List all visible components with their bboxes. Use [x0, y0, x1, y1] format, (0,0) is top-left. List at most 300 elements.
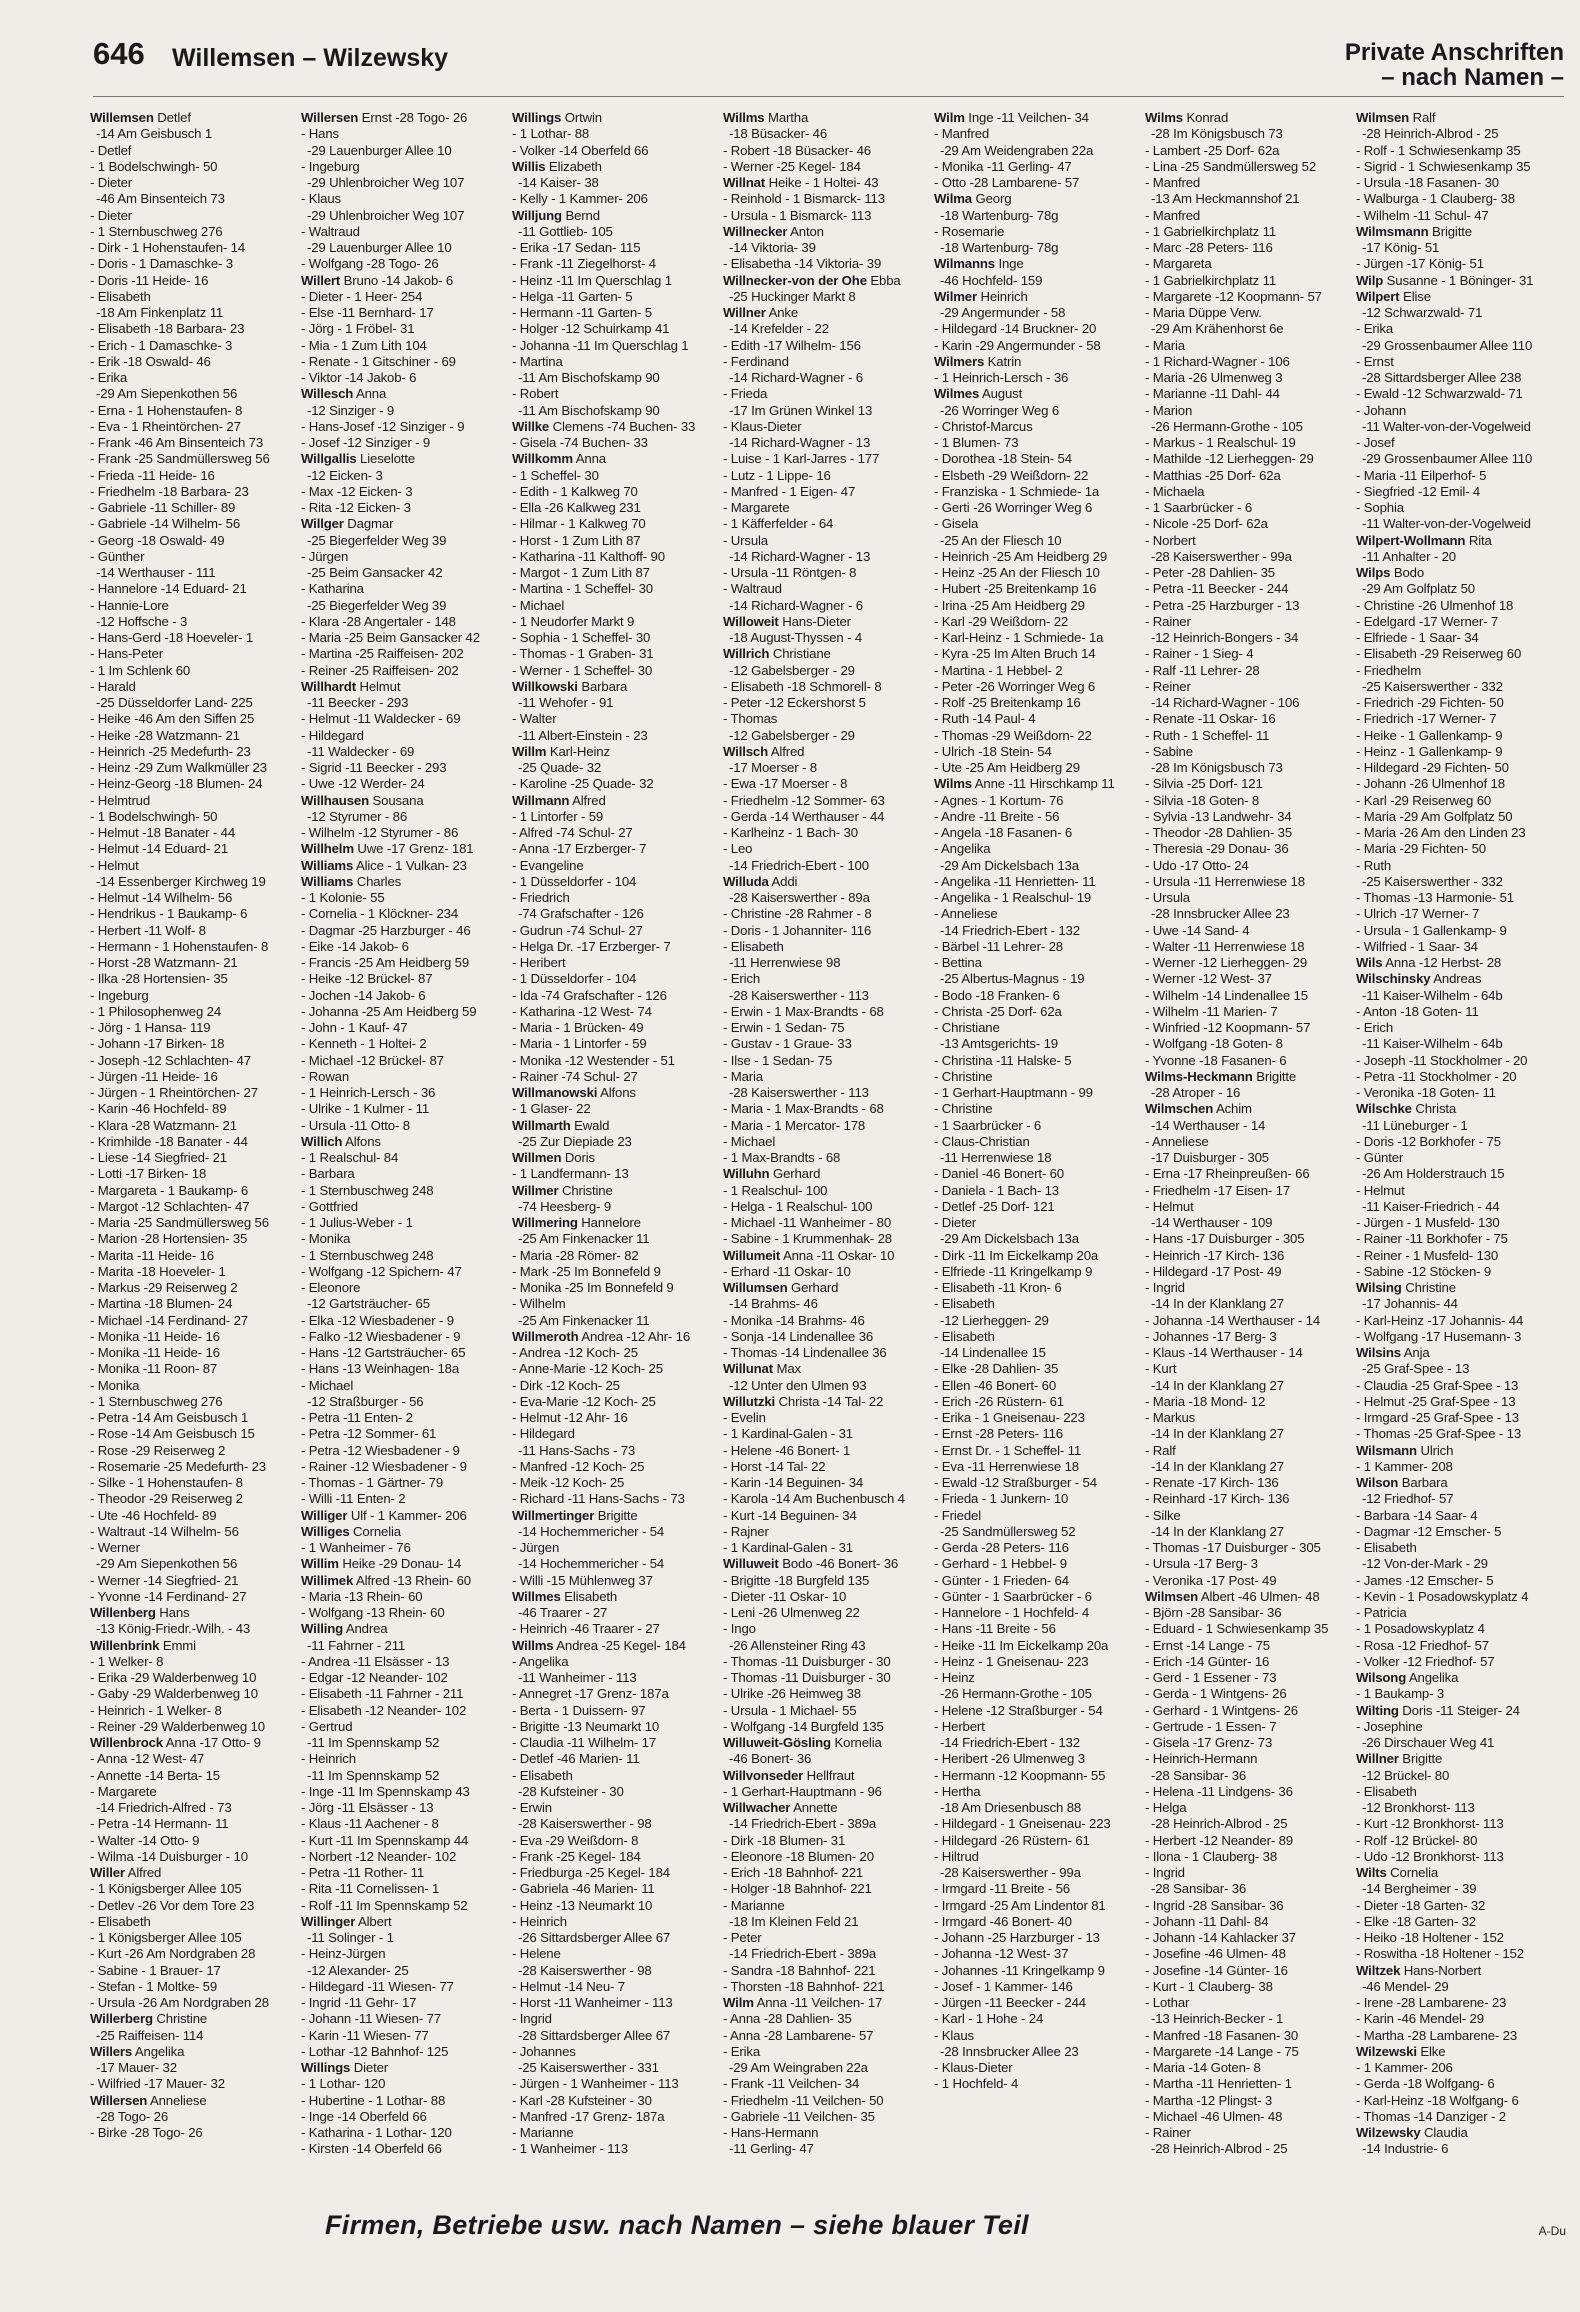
directory-entry: Wilma Georg	[934, 191, 1012, 207]
directory-entry: -11 Walter-von-der-Vogelweid	[1362, 418, 1531, 434]
directory-entry: - Hans -17 Duisburger - 305	[1145, 1231, 1305, 1247]
directory-entry: - Ingrid	[1145, 1865, 1185, 1880]
directory-entry: - Kurt -11 Im Spennskamp 44	[301, 1832, 469, 1848]
directory-entry: - Daniela - 1 Bach- 13	[934, 1182, 1059, 1198]
directory-entry: - Frieda -11 Heide- 16	[90, 467, 215, 483]
directory-entry: - Heike -12 Brückel- 87	[301, 971, 433, 987]
directory-entry: - Sophia - 1 Scheffel- 30	[512, 630, 651, 645]
directory-entry: - Hans -13 Weinhagen- 18a	[301, 1361, 460, 1377]
directory-entry: - Viktor -14 Jakob- 6	[301, 370, 417, 385]
directory-entry: - Sylvia -13 Landwehr- 34	[1145, 808, 1292, 824]
directory-entry: -29 Lauenburger Allee 10	[307, 142, 452, 158]
surname: Willings	[301, 2060, 351, 2075]
directory-entry: -11 Herrenwiese 18	[940, 1150, 1052, 1165]
directory-entry: - Ilse - 1 Sedan- 75	[723, 1052, 833, 1068]
directory-entry: - Martha -28 Lambarene- 23	[1356, 2027, 1518, 2043]
directory-entry: - Petra -11 Enten- 2	[301, 1410, 413, 1425]
directory-entry: - Michael	[512, 597, 565, 613]
directory-entry: -28 Kaiserswerther - 99a	[1151, 548, 1292, 564]
surname: Wilm	[723, 1995, 754, 2010]
directory-entry: - Anne-Marie -12 Koch- 25	[512, 1361, 663, 1377]
directory-entry: - 1 Welker- 8	[90, 1653, 164, 1669]
directory-entry: - Thomas	[723, 711, 778, 727]
directory-entry: - Karl -29 Weißdorn- 22	[934, 613, 1069, 629]
directory-entry: - Heike -11 Im Eickelkamp 20a	[934, 1637, 1109, 1653]
directory-entry: - Katharina	[301, 581, 364, 597]
directory-entry: -14 In der Klanklang 27	[1151, 1523, 1284, 1539]
directory-entry: - Monika -11 Roon- 87	[90, 1361, 218, 1377]
directory-entry: - Renate - 1 Gitschiner - 69	[301, 353, 456, 369]
directory-entry: - Claudia -11 Wilhelm- 17	[512, 1735, 657, 1750]
directory-entry: Willenbrock Anna -17 Otto- 9	[90, 1735, 261, 1750]
directory-entry: - Werner -14 Siegfried- 21	[90, 1572, 239, 1588]
directory-entry: Wilpert-Wollmann Rita	[1356, 532, 1492, 548]
directory-entry: - Friedhelm	[1356, 662, 1422, 678]
directory-entry: - Dieter -11 Oskar- 10	[723, 1588, 847, 1604]
directory-entry: - Meik -12 Koch- 25	[512, 1475, 625, 1490]
directory-entry: - Ella -26 Kalkweg 231	[512, 500, 641, 515]
directory-entry: - Klaus-Dieter	[934, 2060, 1013, 2075]
directory-entry: - Kirsten -14 Oberfeld 66	[301, 2141, 442, 2157]
directory-entry: - Josef -12 Sinziger - 9	[301, 435, 431, 450]
surname: Wilmsen	[1145, 1588, 1199, 1604]
directory-entry: -17 Moerser - 8	[729, 760, 817, 775]
directory-entry: - 1 Wanheimer - 76	[301, 1540, 411, 1555]
surname: Williger	[301, 1507, 348, 1523]
directory-entry: - Elke -18 Garten- 32	[1356, 1913, 1476, 1929]
directory-entry: - 1 Saarbrücker - 6	[1145, 500, 1253, 515]
directory-entry: - Monika -11 Heide- 16	[90, 1345, 220, 1360]
directory-entry: - Andre -11 Breite - 56	[934, 808, 1060, 824]
directory-entry: -14 Friedrich-Ebert - 100	[729, 857, 869, 873]
surname: Wilzewsky	[1356, 2125, 1421, 2140]
directory-entry: - Ingrid -11 Gehr- 17	[301, 1995, 417, 2010]
directory-entry: - Karl - 1 Hohe - 24	[934, 2011, 1044, 2027]
directory-entry: - 1 Bodelschwingh- 50	[90, 808, 218, 824]
directory-entry: -11 Am Bischofskamp 90	[518, 370, 660, 385]
directory-entry: Willim Heike -29 Donau- 14	[301, 1556, 462, 1572]
directory-entry: - Petra -11 Beecker - 244	[1145, 581, 1289, 597]
directory-entry: - Helene	[512, 1946, 561, 1962]
surname: Wilps	[1356, 565, 1391, 580]
directory-entry: -12 Gabelsberger - 29	[729, 727, 855, 743]
directory-entry: - Maria - 1 Brücken- 49	[512, 1020, 644, 1035]
directory-entry: Willhausen Sousana	[301, 792, 424, 808]
directory-entry: - Christine -28 Rahmer - 8	[723, 906, 872, 922]
directory-entry: - Günther	[90, 548, 145, 564]
directory-entry: - 1 Realschul- 100	[723, 1182, 828, 1198]
directory-entry: - Angelika -11 Henrietten- 11	[934, 873, 1096, 889]
directory-entry: - Erwin - 1 Sedan- 75	[723, 1020, 845, 1035]
directory-entry: - Uwe -12 Werder- 24	[301, 776, 425, 792]
directory-entry: - 1 Max-Brandts - 68	[723, 1150, 841, 1165]
directory-entry: - Josefine -14 Günter- 16	[1145, 1962, 1288, 1978]
directory-entry: - Angelika - 1 Realschul- 19	[934, 890, 1092, 905]
directory-entry: -18 Am Finkenplatz 11	[96, 305, 224, 320]
directory-entry: Wilmsen Albert -46 Ulmen- 48	[1145, 1588, 1320, 1604]
directory-entry: -25 Graf-Spee - 13	[1362, 1361, 1470, 1377]
surname: Willnecker-von der Ohe	[723, 272, 867, 288]
directory-entry: - Hans-Gerd -18 Hoeveler- 1	[90, 630, 254, 645]
directory-entry: - 1 Gerhart-Hauptmann - 99	[934, 1085, 1093, 1100]
directory-entry: - Petra -12 Sommer- 61	[301, 1426, 437, 1442]
directory-entry: -17 König- 51	[1362, 240, 1440, 255]
directory-entry: - Hubert -25 Breitenkamp 16	[934, 581, 1097, 597]
directory-entry: - Kurt	[1145, 1361, 1177, 1377]
directory-entry: - Ursula - 1 Bismarck- 113	[723, 207, 872, 223]
directory-entry: - Margarete -14 Lange - 75	[1145, 2043, 1299, 2059]
directory-entry: - Hermann - 1 Hohenstaufen- 8	[90, 938, 269, 954]
surname: Willmann	[512, 792, 570, 808]
directory-entry: - Hans-Hermann	[723, 2125, 819, 2140]
directory-entry: - Lothar -12 Bahnhof- 125	[301, 2043, 449, 2059]
directory-entry: -26 Allensteiner Ring 43	[729, 1637, 866, 1653]
directory-entry: - Klara -28 Watzmann- 21	[90, 1117, 237, 1133]
directory-entry: - Heinz	[934, 1670, 975, 1685]
directory-entry: -14 Richard-Wagner - 6	[729, 597, 863, 613]
directory-entry: - 1 Im Schlenk 60	[90, 662, 191, 678]
directory-entry: -28 Heinrich-Albrod - 25	[1362, 126, 1499, 142]
directory-entry: - Nicole -25 Dorf- 62a	[1145, 516, 1268, 532]
surname: Willersen	[301, 110, 359, 125]
directory-entry: - Roswitha -18 Holtener - 152	[1356, 1946, 1524, 1962]
directory-column-4	[723, 110, 933, 2190]
directory-entry: Willgallis Lieselotte	[301, 451, 416, 467]
directory-entry: - Petra -11 Rother- 11	[301, 1865, 425, 1880]
directory-entry: - 1 Landfermann- 13	[512, 1166, 629, 1182]
directory-entry: - Elisabeth	[90, 1913, 151, 1929]
directory-entry: - Wolfgang -12 Spichern- 47	[301, 1263, 462, 1279]
directory-entry: - Doris - 1 Johanniter- 116	[723, 922, 872, 938]
directory-entry: - Hannelore -14 Eduard- 21	[90, 581, 247, 597]
directory-entry: -14 In der Klanklang 27	[1151, 1426, 1284, 1442]
directory-entry: - Holger -18 Bahnhof- 221	[723, 1881, 872, 1897]
directory-entry: - Silke - 1 Hohenstaufen- 8	[90, 1475, 243, 1490]
directory-entry: - Willi -11 Enten- 2	[301, 1491, 406, 1507]
directory-entry: - Frank -25 Sandmüllersweg 56	[90, 451, 270, 467]
directory-entry: - Ewald -12 Straßburger - 54	[934, 1475, 1097, 1490]
surname: Willersen	[90, 2092, 148, 2108]
directory-entry: - Klaus-Dieter	[723, 418, 802, 434]
directory-column-1	[90, 110, 300, 2190]
surname: Willhelm	[301, 841, 354, 857]
directory-entry: - Josephine	[1356, 1718, 1423, 1734]
directory-entry: -17 Johannis- 44	[1362, 1296, 1458, 1312]
directory-entry: -46 Bonert- 36	[729, 1751, 812, 1767]
directory-entry: - Josefine -46 Ulmen- 48	[1145, 1946, 1286, 1962]
directory-entry: - Kyra -25 Im Alten Bruch 14	[934, 646, 1096, 662]
directory-entry: - Margarete	[723, 500, 790, 515]
surname: Wilzewski	[1356, 2043, 1417, 2059]
directory-entry: - 1 Lothar- 88	[512, 126, 590, 142]
directory-entry: - Margot -12 Schlachten- 47	[90, 1198, 250, 1214]
directory-entry: - Ewa -17 Moerser - 8	[723, 776, 848, 792]
directory-entry: - Monika -11 Gerling- 47	[934, 158, 1072, 174]
surname: Williges	[301, 1523, 350, 1539]
directory-entry: -14 Essenberger Kirchweg 19	[96, 873, 266, 889]
directory-entry: -14 Friedrich-Ebert - 132	[940, 1735, 1080, 1750]
directory-entry: - Jürgen -17 König- 51	[1356, 256, 1484, 272]
directory-entry: -12 Straßburger - 56	[307, 1393, 424, 1409]
directory-entry: - Martina - 1 Hebbel- 2	[934, 662, 1063, 678]
directory-entry: - Maria - 1 Mercator- 178	[723, 1117, 866, 1133]
directory-entry: -14 Friedrich-Ebert - 389a	[729, 1946, 877, 1962]
directory-entry: - Ralf	[1145, 1442, 1176, 1458]
directory-entry: Willger Dagmar	[301, 516, 394, 532]
directory-entry: - Helmut -14 Wilhelm- 56	[90, 890, 233, 905]
directory-entry: - Heinrich	[301, 1751, 356, 1767]
surname: Wilmanns	[934, 256, 995, 272]
directory-entry: Wilting Doris -11 Steiger- 24	[1356, 1702, 1520, 1718]
directory-entry: - 1 Neudorfer Markt 9	[512, 613, 635, 629]
directory-entry: - Heike - 1 Gallenkamp- 9	[1356, 727, 1503, 743]
directory-entry: -29 Angermunder - 58	[940, 305, 1066, 320]
directory-entry: - Elisabeth	[934, 1328, 995, 1344]
surname: Wilpert-Wollmann	[1356, 532, 1466, 548]
directory-entry: - Friedrich -17 Werner- 7	[1356, 711, 1497, 727]
directory-entry: - Renate -17 Kirch- 136	[1145, 1475, 1279, 1490]
directory-entry: - Thomas -13 Harmonie- 51	[1356, 890, 1514, 905]
directory-entry: - Sabine	[1145, 743, 1193, 759]
surname: Willsch	[723, 743, 768, 759]
directory-entry: -14 Hochemmericher - 54	[518, 1523, 665, 1539]
directory-entry: - Marion	[1145, 402, 1193, 418]
surname: Willinger	[301, 1913, 356, 1929]
directory-entry: -11 Am Bischofskamp 90	[518, 402, 660, 418]
surname: Willim	[301, 1556, 339, 1572]
directory-entry: - Heike -28 Watzmann- 21	[90, 727, 240, 743]
surname: Wilma	[934, 191, 972, 207]
surname: Willings	[512, 110, 562, 125]
directory-entry: - 1 Saarbrücker - 6	[934, 1117, 1042, 1133]
surname: Willner	[1356, 1751, 1399, 1767]
directory-entry: -18 Wartenburg- 78g	[940, 240, 1059, 255]
directory-entry: -25 Kaiserswerther - 331	[518, 2060, 659, 2075]
directory-entry: Willis Elizabeth	[512, 158, 602, 174]
directory-entry: -12 Sinziger - 9	[307, 402, 395, 418]
directory-entry: - Wolfgang -18 Goten- 8	[1145, 1036, 1283, 1052]
directory-entry: - Ilona - 1 Clauberg- 38	[1145, 1848, 1278, 1864]
directory-entry: -29 Am Dickelsbach 13a	[940, 857, 1079, 873]
directory-entry: - 1 Gabrielkirchplatz 11	[1145, 272, 1277, 288]
directory-entry: - Gabriele -11 Veilchen- 35	[723, 2108, 875, 2124]
directory-entry: - Helmut -25 Graf-Spee - 13	[1356, 1393, 1516, 1409]
directory-entry: - Wilhelm	[512, 1296, 566, 1312]
directory-entry: -29 Am Siepenkothen 56	[96, 1556, 238, 1572]
directory-entry: - Gustav - 1 Graue- 33	[723, 1036, 852, 1052]
surname: Willrich	[723, 646, 770, 662]
directory-entry: -25 Huckinger Markt 8	[729, 288, 856, 304]
surname: Wilmsmann	[1356, 223, 1429, 239]
directory-entry: - Walter	[512, 711, 557, 727]
directory-entry: - Gerda -28 Peters- 116	[934, 1540, 1069, 1555]
directory-entry: - Ute -46 Hochfeld- 89	[90, 1507, 217, 1523]
directory-entry: - Hertha	[934, 1783, 981, 1799]
directory-entry: Willnecker-von der Ohe Ebba	[723, 272, 901, 288]
directory-entry: Willnecker Anton	[723, 223, 824, 239]
directory-entry: - Maria -25 Beim Gansacker 42	[301, 630, 480, 645]
directory-entry: -46 Am Binsenteich 73	[96, 191, 225, 207]
directory-entry: - Elisabetha -14 Viktoria- 39	[723, 256, 882, 272]
directory-entry: - Peter	[723, 1930, 762, 1945]
directory-entry: - Ingrid	[1145, 1280, 1185, 1295]
directory-entry: - Brigitte -13 Neumarkt 10	[512, 1718, 660, 1734]
directory-entry: Willkowski Barbara	[512, 678, 628, 694]
surname: Willenbrink	[90, 1637, 160, 1653]
directory-entry: Willich Alfons	[301, 1133, 381, 1149]
directory-entry: -12 Eicken- 3	[307, 467, 383, 483]
directory-entry: - Anneliese	[1145, 1133, 1209, 1149]
directory-entry: Willke Clemens -74 Buchen- 33	[512, 418, 696, 434]
directory-entry: - Helmut -12 Ahr- 16	[512, 1410, 628, 1425]
directory-entry: - Irina -25 Am Heidberg 29	[934, 597, 1085, 613]
directory-entry: - Herbert -11 Wolf- 8	[90, 922, 206, 938]
directory-entry: Willimek Alfred -13 Rhein- 60	[301, 1572, 471, 1588]
directory-entry: - Joseph -11 Stockholmer - 20	[1356, 1052, 1528, 1068]
directory-entry: - Wolfgang -28 Togo- 26	[301, 256, 439, 272]
directory-entry: - James -12 Emscher- 5	[1356, 1572, 1494, 1588]
directory-entry: - Karin -14 Beguinen- 34	[723, 1475, 864, 1490]
directory-entry: Willms Andrea -25 Kegel- 184	[512, 1637, 686, 1653]
directory-entry: Willoweit Hans-Dieter	[723, 613, 851, 629]
directory-entry: -17 Duisburger - 305	[1151, 1150, 1269, 1165]
directory-entry: - Hildegard - 1 Gneisenau- 223	[934, 1816, 1111, 1832]
directory-entry: - Eleonore -18 Blumen- 20	[723, 1848, 874, 1864]
directory-entry: - Margot - 1 Zum Lith 87	[512, 565, 650, 580]
directory-entry: -29 Am Krähenhorst 6e	[1151, 321, 1284, 337]
directory-entry: Williams Alice - 1 Vulkan- 23	[301, 857, 467, 873]
directory-entry: Willmeroth Andrea -12 Ahr- 16	[512, 1328, 691, 1344]
directory-entry: - Dieter	[90, 175, 133, 190]
directory-entry: - Gerd - 1 Essener - 73	[1145, 1670, 1277, 1685]
directory-entry: - 1 Wanheimer - 113	[512, 2141, 628, 2157]
directory-entry: - Elfriede -11 Kringelkamp 9	[934, 1263, 1093, 1279]
directory-entry: Wilts Cornelia	[1356, 1865, 1439, 1880]
surname: Wilp	[1356, 272, 1384, 288]
directory-entry: - Björn -28 Sansibar- 36	[1145, 1605, 1282, 1620]
directory-entry: -11 Gottlieb- 105	[518, 223, 613, 239]
directory-entry: Wilmsmann Brigitte	[1356, 223, 1472, 239]
directory-entry: - Sabine -12 Stöcken- 9	[1356, 1263, 1492, 1279]
directory-entry: - Ingeburg	[90, 987, 149, 1003]
directory-entry: - Friedhelm -12 Sommer- 63	[723, 792, 885, 808]
directory-entry: - Max -12 Eicken- 3	[301, 483, 413, 499]
directory-entry: - Bettina	[934, 955, 982, 970]
directory-entry: - Katharina -11 Kalthoff- 90	[512, 548, 665, 564]
directory-entry: - Ursula -11 Otto- 8	[301, 1117, 410, 1133]
directory-entry: - Johann	[1356, 402, 1407, 418]
directory-entry: - Elisabeth -29 Reiserweg 60	[1356, 646, 1522, 662]
directory-entry: -14 Friedrich-Alfred - 73	[96, 1800, 232, 1815]
directory-entry: - Bärbel -11 Lehrer- 28	[934, 938, 1063, 954]
directory-entry: - Thomas - 1 Gärtner- 79	[301, 1475, 444, 1490]
surname: Willm	[512, 743, 547, 759]
surname: Wilmes	[934, 386, 980, 402]
directory-entry: - Ursula	[1145, 890, 1190, 905]
directory-entry: - Gerda - 1 Wintgens- 26	[1145, 1686, 1287, 1702]
directory-entry: - Helene -12 Straßburger - 54	[934, 1702, 1103, 1718]
directory-entry: - Wilhelm -12 Styrumer - 86	[301, 825, 459, 840]
directory-entry: - Maria -25 Sandmüllersweg 56	[90, 1215, 269, 1230]
directory-entry: -14 Am Geisbusch 1	[96, 126, 213, 142]
directory-entry: - Eva-Marie -12 Koch- 25	[512, 1393, 656, 1409]
directory-entry: - Hildegard	[301, 727, 364, 743]
directory-entry: -12 Gabelsberger - 29	[729, 662, 855, 678]
directory-entry: - Friedrich	[512, 890, 570, 905]
directory-entry: - Mathilde -12 Lierheggen- 29	[1145, 451, 1314, 467]
directory-entry: - Elisabeth -12 Neander- 102	[301, 1702, 467, 1718]
directory-entry: - Heinz-Jürgen	[301, 1946, 386, 1962]
directory-entry: - Doris -11 Heide- 16	[90, 272, 209, 288]
directory-entry: Wilms Konrad	[1145, 110, 1229, 125]
directory-entry: - Sabine - 1 Krummenhak- 28	[723, 1231, 892, 1247]
directory-entry: -14 Werthauser - 111	[96, 565, 216, 580]
surname: Willenbrock	[90, 1735, 163, 1750]
surname: Williams	[301, 857, 354, 873]
directory-entry: - Ernst -28 Peters- 116	[934, 1426, 1063, 1442]
directory-entry: - Ursula - 1 Gallenkamp- 9	[1356, 922, 1507, 938]
directory-entry: Willenberg Hans	[90, 1605, 190, 1620]
directory-entry: - Eduard - 1 Schwiesenkamp 35	[1145, 1621, 1329, 1637]
directory-entry: - Gabriele -11 Schiller- 89	[90, 500, 236, 515]
directory-entry: - Detlef	[90, 142, 132, 158]
directory-entry: -14 In der Klanklang 27	[1151, 1458, 1284, 1474]
directory-entry: - Rita -12 Eicken- 3	[301, 500, 411, 515]
directory-entry: Willmarth Ewald	[512, 1117, 610, 1133]
surname: Willimek	[301, 1572, 354, 1588]
directory-entry: -74 Grafschafter - 126	[518, 906, 644, 922]
directory-entry: -28 Kaiserswerther - 99a	[940, 1865, 1081, 1880]
directory-entry: - Martha -11 Henrietten- 1	[1145, 2076, 1292, 2092]
directory-entry: - Michael	[723, 1133, 776, 1149]
surname: Willhardt	[301, 678, 356, 694]
directory-entry: -14 In der Klanklang 27	[1151, 1296, 1284, 1312]
directory-entry: - Werner	[90, 1540, 140, 1555]
directory-entry: - Jürgen - 1 Musfeld- 130	[1356, 1215, 1500, 1230]
directory-entry: - Edith - 1 Kalkweg 70	[512, 483, 638, 499]
directory-entry: - Johanna -14 Werthauser - 14	[1145, 1312, 1321, 1328]
directory-entry: - Helmtrud	[90, 792, 151, 808]
directory-entry: - Werner - 1 Scheffel- 30	[512, 662, 653, 678]
directory-entry: Willutzki Christa -14 Tal- 22	[723, 1393, 884, 1409]
surname: Willjung	[512, 207, 562, 223]
directory-entry: Willert Bruno -14 Jakob- 6	[301, 272, 454, 288]
directory-entry: - Leo	[723, 841, 753, 857]
directory-entry: - Johanna -12 West- 37	[934, 1946, 1069, 1962]
directory-entry: - 1 Blumen- 73	[934, 435, 1019, 450]
directory-entry: - Friedrich -29 Fichten- 50	[1356, 695, 1504, 710]
directory-entry: - Maria Düppe Verw.	[1145, 305, 1262, 320]
directory-entry: - Erna - 1 Hohenstaufen- 8	[90, 402, 243, 418]
directory-entry: - Elisabeth	[90, 288, 151, 304]
surname: Willms	[512, 1637, 554, 1653]
surname: Wilting	[1356, 1702, 1399, 1718]
directory-entry: - Maria - 1 Lintorfer - 59	[512, 1036, 647, 1052]
directory-entry: - Siegfried -12 Emil- 4	[1356, 483, 1481, 499]
directory-entry: - Theresia -29 Donau- 36	[1145, 841, 1289, 857]
directory-entry: -29 Am Dickelsbach 13a	[940, 1231, 1079, 1247]
directory-entry: Williges Cornelia	[301, 1523, 401, 1539]
directory-entry: - Erich	[723, 971, 761, 987]
directory-entry: -25 Raiffeisen- 114	[96, 2027, 204, 2043]
surname: Willnat	[723, 175, 766, 190]
directory-entry: -26 Hermann-Grothe - 105	[1151, 418, 1303, 434]
directory-entry: Willersen Ernst -28 Togo- 26	[301, 110, 468, 125]
directory-entry: Willumeit Anna -11 Oskar- 10	[723, 1247, 895, 1263]
directory-entry: Wilms Anne -11 Hirschkamp 11	[934, 776, 1115, 792]
directory-entry: - Anneliese	[934, 906, 998, 922]
directory-entry: Willrich Christiane	[723, 646, 831, 662]
